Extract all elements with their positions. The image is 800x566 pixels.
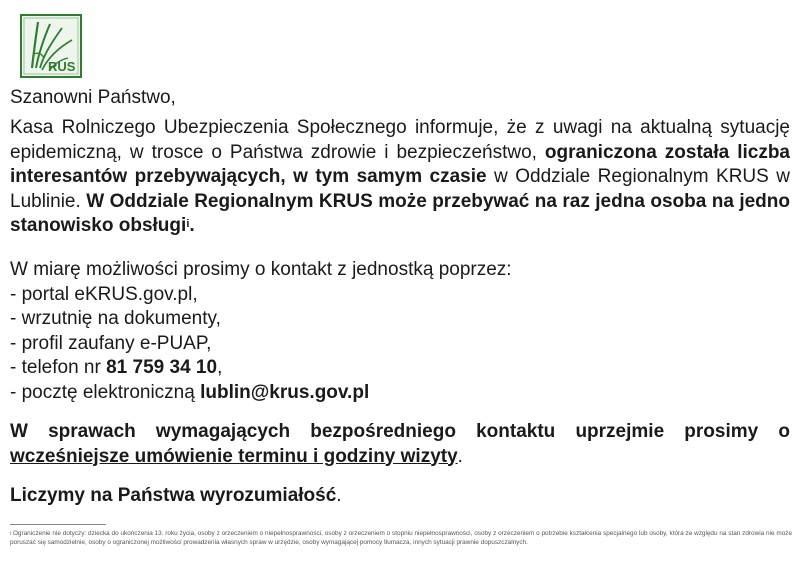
para1-text-1: Kasa Rolniczego Ubezpieczenia Społecznego informuje, że z uwagi na aktualną sytuację epidemiczną, w trosce o Państwa zdrowie i bezpieczeństwo, (10, 117, 790, 163)
para1-bold-1: ograniczona została liczba interesantów przebywających, w tym samym czasie (10, 141, 790, 187)
para1-text-2: w Oddziale Regionalnym KRUS w Lublinie. (10, 166, 790, 212)
contact-item-dropbox: - wrzutnię na dokumenty, (10, 308, 221, 329)
greeting: Szanowni Państwo, (10, 87, 176, 108)
contact-intro: W miarę możliwości prosimy o kontakt z jednostką poprzez: (10, 259, 512, 280)
contact-list (10, 258, 790, 405)
para3-underlined: wcześniejsze umówienie terminu i godziny wizyty (10, 445, 458, 467)
contact-item-email: - pocztę elektroniczną lublin@krus.gov.pl (10, 381, 370, 403)
paragraph-closing (10, 484, 790, 509)
footnote-ref[interactable]: i (186, 218, 190, 230)
phone-number: 81 759 34 10 (106, 357, 218, 378)
footnote-mark: i (10, 531, 12, 537)
contact-item-portal: - portal eKRUS.gov.pl, (10, 283, 198, 305)
para1-text-3: . (189, 215, 195, 236)
para1-bold-2: W Oddziale Regionalnym KRUS może przebywać na raz jedna osoba na jedno stanowisko obsługi (10, 190, 790, 236)
krus-logo (20, 14, 82, 78)
paragraph-appointment (10, 420, 790, 469)
svg-text:RUS: RUS (48, 59, 76, 74)
paragraph-capacity-info (10, 116, 790, 239)
footnote-divider (10, 524, 106, 525)
contact-item-phone: - telefon nr 81 759 34 10, (10, 357, 223, 378)
closing-bold: Liczymy na Państwa wyrozumiałość (10, 485, 337, 506)
closing-dot: . (336, 485, 342, 506)
para3-bold-1: W sprawach wymagających bezpośredniego kontaktu uprzejmie prosimy o (10, 421, 790, 442)
para3-text-1: . (457, 445, 463, 467)
footnote-text: Ograniczenie nie dotyczy: dziecka do ukończenia 13. roku życia, osoby z orzeczeniem o niepełnosprawności, osoby z orzeczeniem o stopniu niepełnosprawności, osoby z orzeczeniem o potrzebie kształcenia specjalnego lub osoby, która ze względu na stan zdrowia nie może poruszać się samodzielnie, osoby o ograniczonej możliwości prowadzenia własnych spraw w urzędzie, osoby wymagającej pomocy tłumacza, innych sytuacji prawnie dopuszczalnych. (10, 530, 792, 546)
email-address: lublin@krus.gov.pl (200, 381, 370, 403)
footnote (10, 530, 792, 548)
contact-item-epuap: - profil zaufany e-PUAP, (10, 332, 212, 354)
